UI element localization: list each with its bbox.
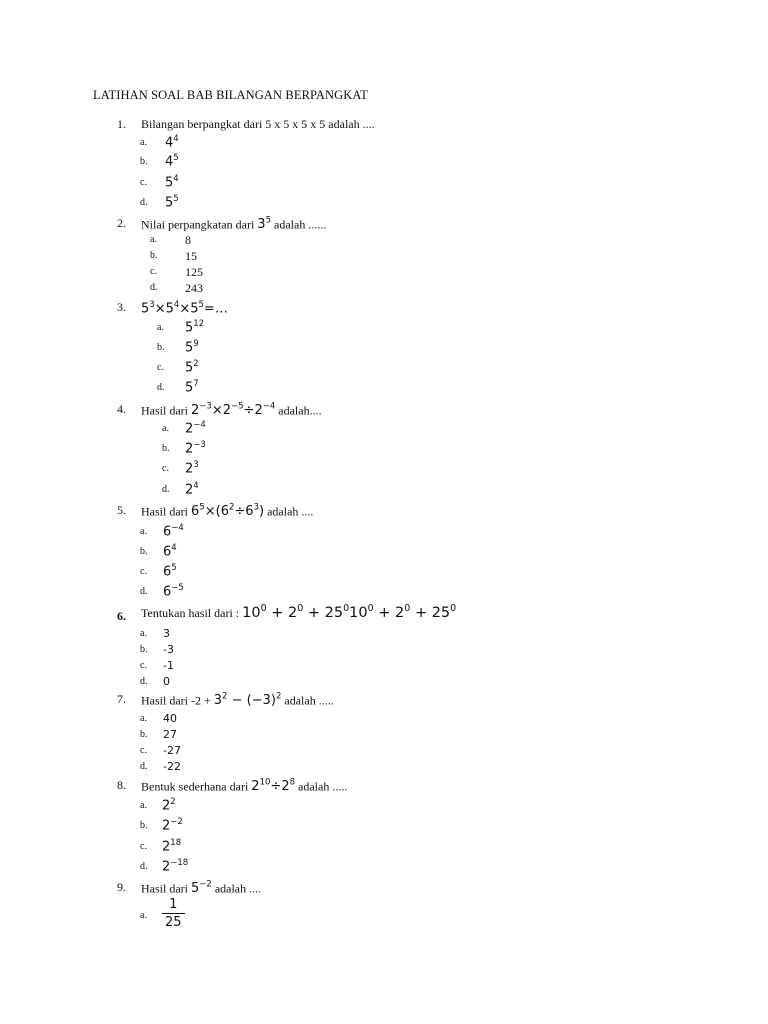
option-letter: c. [140, 177, 147, 188]
question-text: Bentuk sederhana dari $2^{10}\div 2^8$ adalah ..... [141, 778, 348, 795]
option-letter: c. [140, 841, 147, 852]
option-letter: a. [157, 322, 164, 333]
question-number: 9. [117, 880, 126, 894]
option-value: $5^2$ [185, 359, 199, 376]
question-text: Nilai perpangkatan dari $3^5$ adalah ...... [141, 216, 327, 233]
question-number: 7. [117, 692, 126, 706]
fraction: $\frac{1}{25}$ [162, 897, 185, 930]
option-value: $2^{-4}$ [185, 420, 206, 437]
option-letter: a. [140, 910, 147, 921]
option-letter: d. [150, 282, 158, 293]
option-letter: b. [140, 729, 148, 740]
option-value: $2^{18}$ [162, 838, 182, 855]
option-value [162, 897, 185, 930]
option-value: 243 [185, 281, 203, 295]
question-number: 3. [117, 300, 126, 314]
option-value: $2^3$ [185, 460, 199, 477]
option-letter: d. [162, 484, 170, 495]
option-letter: a. [140, 628, 147, 639]
option-letter: d. [140, 586, 148, 597]
question-text: Tentukan hasil dari : $10^0 + 2^0 + 25^010^0 + 2^0 + 25^0$ [141, 603, 457, 621]
option-value: -27 [163, 744, 181, 757]
option-value: $2^4$ [185, 481, 199, 498]
question-text: Hasil dari $5^{-2}$ adalah .... [141, 880, 262, 897]
option-value: $2^{-18}$ [162, 858, 189, 875]
option-value: $5^4$ [165, 174, 179, 191]
question-expression: $5^3\times 5^4\times 5^5=\dots$ [141, 300, 228, 317]
option-value: $2^2$ [162, 797, 176, 814]
option-letter: c. [140, 566, 147, 577]
option-value: $4^4$ [165, 134, 179, 151]
option-letter: c. [140, 660, 147, 671]
question-number: 5. [117, 503, 126, 517]
question-number: 8. [117, 778, 126, 792]
option-letter: b. [162, 443, 170, 454]
option-value: 0 [163, 675, 170, 688]
question-text: Hasil dari $2^{-3}\times 2^{-5}\div 2^{-4}$ adalah.... [141, 402, 322, 419]
question-number: 4. [117, 402, 126, 416]
option-letter: b. [140, 546, 148, 557]
option-letter: a. [150, 234, 157, 245]
option-value: $6^{-5}$ [163, 583, 184, 600]
option-value: 125 [185, 265, 203, 279]
question-text: Hasil dari $6^5\times(6^2\div 6^3)$ adalah .... [141, 503, 314, 520]
question-number: 2. [117, 216, 126, 230]
option-letter: a. [162, 423, 169, 434]
option-letter: c. [140, 745, 147, 756]
option-letter: c. [162, 463, 169, 474]
option-letter: b. [140, 156, 148, 167]
option-letter: d. [140, 761, 148, 772]
option-value: $2^{-2}$ [162, 817, 183, 834]
question-number: 1. [117, 117, 126, 131]
option-letter: b. [140, 644, 148, 655]
option-letter: c. [150, 266, 157, 277]
option-value: $6^5$ [163, 563, 177, 580]
option-letter: a. [140, 800, 147, 811]
option-letter: d. [157, 382, 165, 393]
option-value: $5^5$ [165, 194, 179, 211]
option-value: $2^{-3}$ [185, 440, 206, 457]
option-value: 15 [185, 249, 197, 263]
option-letter: a. [140, 526, 147, 537]
option-value: -3 [163, 643, 174, 656]
option-value: -22 [163, 760, 181, 773]
option-value: $4^5$ [165, 153, 179, 170]
option-letter: d. [140, 861, 148, 872]
question-text: Bilangan berpangkat dari 5 x 5 x 5 x 5 adalah .... [141, 117, 375, 131]
option-value: $6^4$ [163, 543, 177, 560]
option-value: $5^9$ [185, 339, 199, 356]
option-letter: c. [157, 362, 164, 373]
question-number: 6. [117, 609, 126, 623]
option-value: 8 [185, 233, 191, 247]
option-letter: b. [150, 250, 158, 261]
option-letter: a. [140, 137, 147, 148]
option-value: 40 [163, 712, 177, 725]
option-letter: b. [157, 342, 165, 353]
question-text: Hasil dari $-2 + 3^2 - (-3)^2$ adalah ..... [141, 692, 334, 709]
option-letter: a. [140, 713, 147, 724]
option-value: -1 [163, 659, 174, 672]
option-value: 3 [163, 627, 170, 640]
option-letter: d. [140, 197, 148, 208]
option-value: $5^{12}$ [185, 319, 205, 336]
option-value: $5^7$ [185, 379, 199, 396]
option-value: $6^{-4}$ [163, 523, 184, 540]
option-letter: b. [140, 820, 148, 831]
document-title: LATIHAN SOAL BAB BILANGAN BERPANGKAT [93, 88, 368, 102]
option-letter: d. [140, 676, 148, 687]
option-value: 27 [163, 728, 177, 741]
